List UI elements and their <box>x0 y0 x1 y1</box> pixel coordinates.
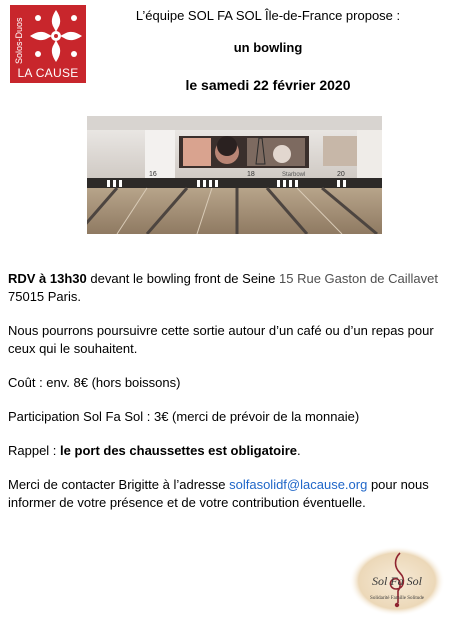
address-city: 75015 Paris. <box>8 289 81 304</box>
address-street: 15 Rue Gaston de Caillavet <box>279 271 438 286</box>
contact-paragraph <box>8 476 443 512</box>
event-date: le samedi 22 février 2020 <box>185 77 351 93</box>
contact-email-link[interactable]: solfasolidf@lacause.org <box>229 477 368 492</box>
rappel-bold-text: le port des chaussettes est obligatoire <box>60 443 298 458</box>
contact-prefix: Merci de contacter Brigitte à l’adresse <box>8 477 230 492</box>
event-name: un bowling <box>233 40 303 55</box>
stamp-subtitle: Solidarité Famille Solitude <box>370 596 424 601</box>
intro-line: L’équipe SOL FA SOL Île-de-France propose : <box>135 8 401 23</box>
svg-text:18: 18 <box>247 171 255 178</box>
rappel-prefix: Rappel : <box>8 443 61 458</box>
cafe-paragraph: Nous pourrons poursuivre cette sortie autour d’un café ou d’un repas pour ceux qui le souhaitent. <box>8 323 434 356</box>
sol-fa-sol-stamp <box>348 545 446 617</box>
participation-paragraph: Participation Sol Fa Sol : 3€ (merci de prévoir de la monnaie) <box>8 409 360 424</box>
rdv-paragraph <box>8 270 443 306</box>
rappel-suffix: . <box>297 443 301 458</box>
rdv-location: devant le bowling front de Seine <box>86 271 280 286</box>
rappel-paragraph <box>8 442 443 460</box>
cost-paragraph: Coût : env. 8€ (hors boissons) <box>8 375 181 390</box>
bowling-photo <box>87 116 382 234</box>
svg-text:16: 16 <box>149 171 157 178</box>
svg-text:Starbowl: Starbowl <box>282 172 306 178</box>
logo-brand-text: LA CAUSE <box>17 66 79 80</box>
logo-vertical-text: Solos-Duos <box>14 17 24 65</box>
cross-emblem-icon <box>28 8 84 64</box>
stamp-title: Sol Fa Sol <box>372 574 422 588</box>
la-cause-logo <box>10 5 86 83</box>
svg-text:20: 20 <box>337 171 345 178</box>
rdv-time: RDV à 13h30 <box>8 271 87 286</box>
contact-suffix: pour nous informer de votre présence et de votre contribution éventuelle. <box>8 477 429 510</box>
event-details <box>8 270 443 528</box>
